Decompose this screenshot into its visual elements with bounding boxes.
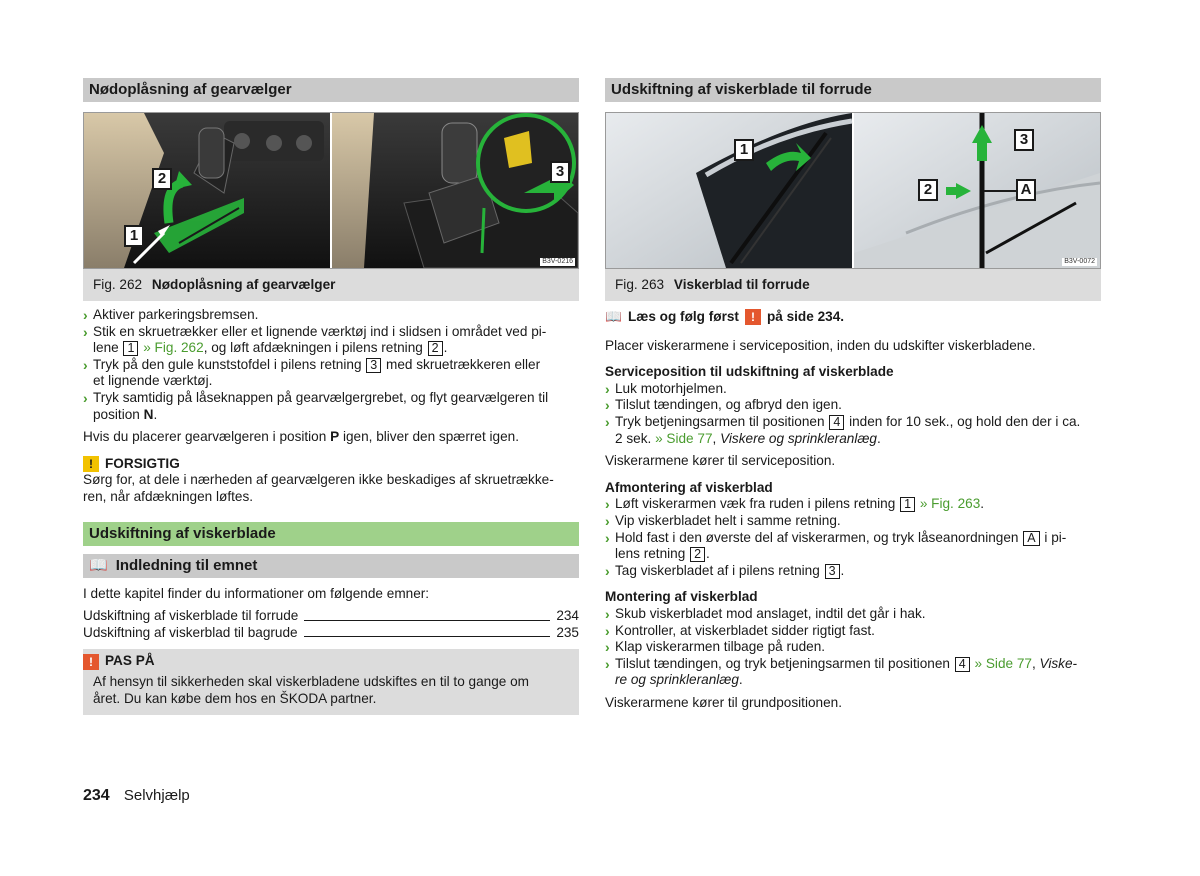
chevron-right-icon: › <box>83 307 88 323</box>
chevron-right-icon: › <box>605 496 610 513</box>
service-position-heading: Serviceposition til udskiftning af viskerblade <box>605 364 894 380</box>
book-icon: 📖 <box>89 556 108 574</box>
figure-262 <box>83 112 579 269</box>
toc <box>83 608 579 641</box>
caution-text: Sørg for, at dele i nærheden af gearvælgeren ikke beskadiges af skruetrække- ren, når afdækningen løftes. <box>83 472 554 504</box>
notice-box: ! PAS PÅ Af hensyn til sikkerheden skal viskerbladene udskiftes en til to gange om året. Du kan købe dem hos en ŠKODA partner. <box>83 649 579 715</box>
figure-link[interactable]: » Fig. 262 <box>143 340 204 356</box>
chevron-right-icon: › <box>605 529 610 546</box>
list-item: › Klap viskerarmen tilbage på ruden. <box>605 639 826 656</box>
figure-number: Fig. 262 <box>93 277 143 292</box>
section-title-gear-unlock: Nødoplåsning af gearvælger <box>83 78 579 102</box>
chevron-right-icon: › <box>605 562 610 579</box>
ref-box: 4 <box>829 415 844 430</box>
figure-label-1: 1 <box>124 225 144 247</box>
chevron-right-icon: › <box>605 397 610 414</box>
instruction-list <box>83 307 579 423</box>
figure-label-2: 2 <box>918 179 938 201</box>
intro-text: Placer viskerarmene i serviceposition, inden du udskifter viskerbladene. <box>605 337 1036 353</box>
notice-warning-icon: ! <box>745 309 761 325</box>
chevron-right-icon: › <box>83 356 88 373</box>
list-item: › Tryk på den gule kunststofdel i pilens retning 3 med skruetrækkeren eller et lignende værktøj. <box>83 356 541 389</box>
figure-label-3: 3 <box>1014 129 1034 151</box>
figure-caption <box>605 269 1101 301</box>
notice-text: Af hensyn til sikkerheden skal viskerbladene udskiftes en til to gange om året. Du kan købe dem hos en ŠKODA partner. <box>93 673 529 706</box>
page-footer <box>83 788 190 805</box>
chevron-right-icon: › <box>605 639 610 656</box>
toc-entry[interactable]: Udskiftning af viskerblade til forrude 234 <box>83 608 579 624</box>
right-column <box>605 78 1101 711</box>
figure-caption <box>83 269 579 301</box>
ref-box: 4 <box>955 657 970 672</box>
list-item: › Tilslut tændingen, og afbryd den igen. <box>605 397 842 414</box>
chevron-right-icon: › <box>605 380 610 397</box>
chevron-right-icon: › <box>605 605 610 622</box>
page-link[interactable]: » Side 77 <box>655 430 713 446</box>
list-item: › Kontroller, at viskerbladet sidder rigtigt fast. <box>605 622 875 639</box>
figure-link[interactable]: » Fig. 263 <box>919 496 981 512</box>
intro-text: I dette kapitel finder du informationer om følgende emner: <box>83 585 430 601</box>
paragraph-position-p: Hvis du placerer gearvælgeren i position P igen, bliver den spærret igen. <box>83 429 520 445</box>
list-item: › Tag viskerbladet af i pilens retning 3 . <box>605 562 845 579</box>
figure-number: Fig. 263 <box>615 277 665 292</box>
mounting-list <box>605 606 1101 689</box>
left-column <box>83 78 579 715</box>
removal-heading: Afmontering af viskerblad <box>605 479 773 495</box>
section-title-wiper-blades: Udskiftning af viskerblade <box>83 522 579 546</box>
caution-heading: ! FORSIGTIG <box>83 456 579 473</box>
ref-box: 2 <box>428 341 443 356</box>
figure-label-2: 2 <box>152 168 172 190</box>
figure-code: B3V-0072 <box>1064 258 1095 265</box>
service-after-text: Viskerarmene kører til serviceposition. <box>605 453 836 469</box>
figure-263 <box>605 112 1101 269</box>
list-item: › Tryk betjeningsarmen til positionen 4 inden for 10 sek., og hold den der i ca. 2 sek. » Side 77, Viskere og sprinkleranlæg. <box>605 413 1081 446</box>
chevron-right-icon: › <box>605 655 610 672</box>
figure-title: Nødoplåsning af gearvælger <box>151 277 336 292</box>
chevron-right-icon: › <box>83 389 88 406</box>
mounting-after-text: Viskerarmene kører til grundpositionen. <box>605 694 842 710</box>
ref-box: 1 <box>900 497 915 512</box>
page-link[interactable]: » Side 77 <box>974 655 1032 671</box>
gear-selector-illustration <box>84 113 578 268</box>
list-item: › Stik en skruetrækker eller et lignende værktøj ind i slidsen i området ved pi- lene 1 » Fig. 262, og løft afdækningen i pilens retning 2 . <box>83 323 547 356</box>
mounting-heading: Montering af viskerblad <box>605 589 758 605</box>
list-item: › Luk motorhjelmen. <box>605 380 727 397</box>
book-icon: 📖 <box>605 309 622 324</box>
ref-box: 3 <box>825 564 840 579</box>
figure-code: B3V-0216 <box>542 258 573 265</box>
list-item: › Skub viskerbladet mod anslaget, indtil det går i hak. <box>605 605 926 622</box>
section-title-front-wiper: Udskiftning af viskerblade til forrude <box>605 78 1101 102</box>
figure-label-a: A <box>1016 179 1036 201</box>
page-number: 234 <box>83 787 110 804</box>
figure-label-1: 1 <box>734 139 754 161</box>
footer-section: Selvhjælp <box>123 787 190 804</box>
list-item: › Aktiver parkeringsbremsen. <box>83 307 259 323</box>
ref-box: A <box>1023 531 1039 546</box>
list-item: › Løft viskerarmen væk fra ruden i pilens retning 1 » Fig. 263. <box>605 496 985 513</box>
chevron-right-icon: › <box>83 323 88 340</box>
list-item: › Tilslut tændingen, og tryk betjeningsarmen til positionen 4 » Side 77, Viske- re og sprinkleranlæg. <box>605 655 1078 688</box>
notice-warning-icon: ! <box>83 654 99 670</box>
read-first-line: 📖 Læs og følg først ! på side 234. <box>605 309 845 325</box>
ref-box: 3 <box>366 358 381 373</box>
figure-title: Viskerblad til forrude <box>673 277 810 292</box>
figure-label-3: 3 <box>550 161 570 183</box>
intro-heading: 📖 Indledning til emnet <box>83 554 579 578</box>
ref-box: 2 <box>690 547 705 562</box>
removal-list <box>605 496 1101 579</box>
list-item: › Tryk samtidig på låseknappen på gearvælgergrebet, og flyt gearvælgeren til position N. <box>83 389 549 422</box>
toc-entry[interactable]: Udskiftning af viskerblad til bagrude 235 <box>83 624 579 640</box>
list-item: › Hold fast i den øverste del af viskerarmen, og tryk låseanordningen A i pi- lens retning 2 . <box>605 529 1067 562</box>
ref-box: 1 <box>123 341 138 356</box>
list-item: › Vip viskerbladet helt i samme retning. <box>605 512 841 529</box>
chevron-right-icon: › <box>605 512 610 529</box>
chevron-right-icon: › <box>605 622 610 639</box>
caution-warning-icon: ! <box>83 456 99 472</box>
service-list <box>605 381 1101 447</box>
chevron-right-icon: › <box>605 413 610 430</box>
